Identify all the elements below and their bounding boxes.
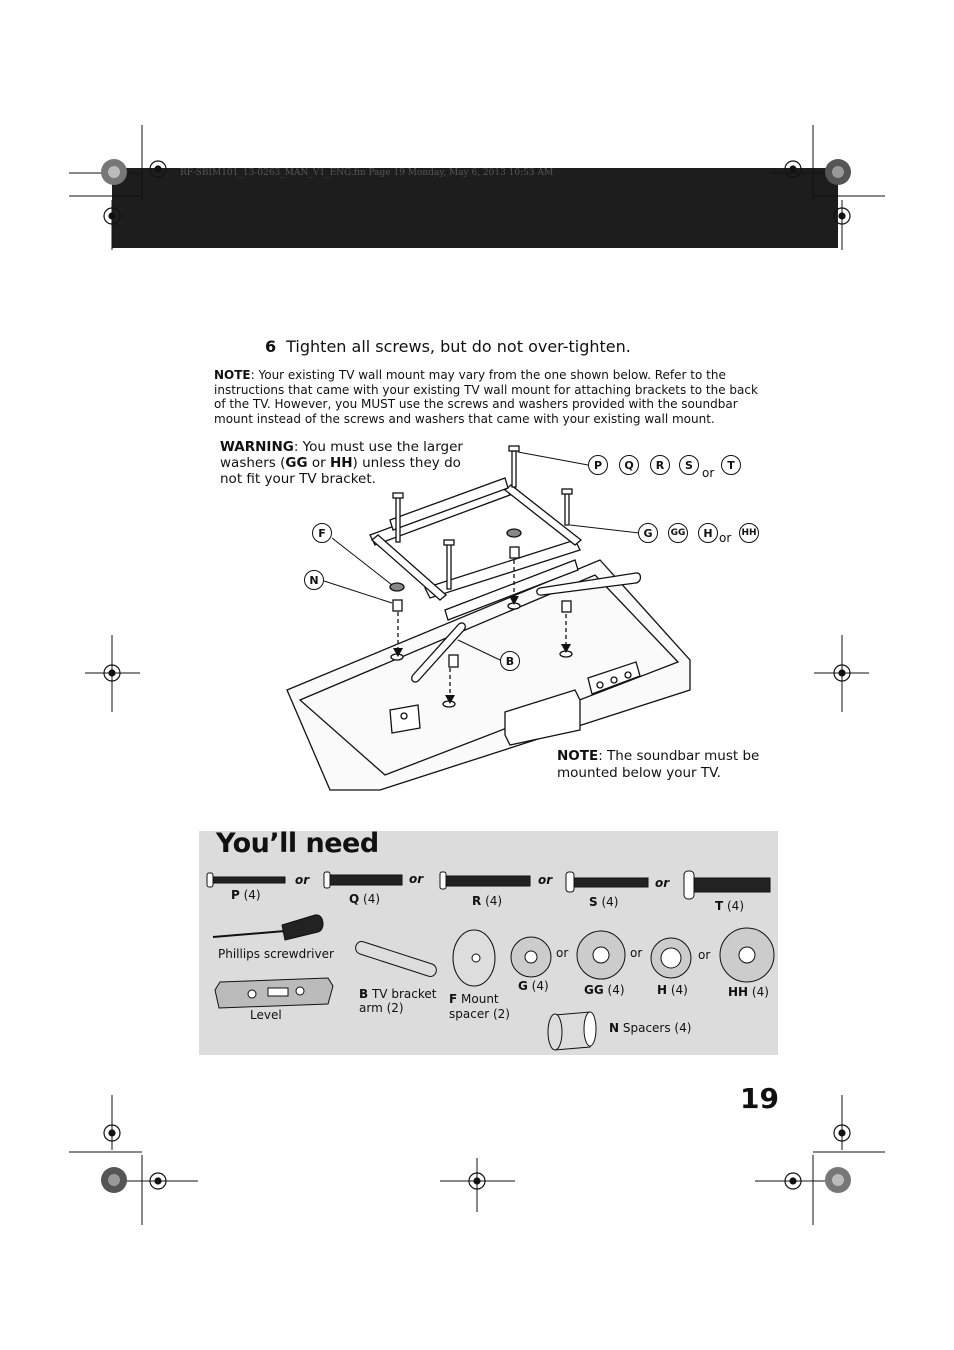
- warning-or: or: [307, 455, 330, 471]
- or-label-2: or: [409, 872, 424, 886]
- bracket-arm-icon: [356, 942, 437, 977]
- washer-gg-icon: [577, 931, 625, 979]
- callout-t: T: [721, 455, 741, 475]
- callout-h: H: [698, 523, 718, 543]
- screw-r-icon: [440, 872, 530, 889]
- callout-b: B: [500, 651, 520, 671]
- or-label-4: or: [655, 876, 670, 890]
- or-washer-1: or: [556, 946, 569, 960]
- or-label-1: or: [295, 873, 310, 887]
- warning-part1: : You must use the larger washers (: [220, 439, 463, 471]
- washer-g-label: G (4): [518, 979, 549, 993]
- warning-part2: ) unless they do not fit your TV bracket.: [220, 455, 461, 487]
- level-label: Level: [250, 1008, 282, 1022]
- screwdriver-icon: [213, 915, 323, 940]
- screwdriver-label: Phillips screwdriver: [218, 947, 334, 961]
- screw-p-icon: [207, 873, 285, 887]
- callout-gg: GG: [668, 523, 688, 543]
- mount-spacer-icon: [453, 930, 495, 986]
- or-washer-2: or: [630, 946, 643, 960]
- screw-r-label: R (4): [472, 894, 503, 908]
- warning-hh: HH: [329, 455, 353, 471]
- warning-gg: GG: [285, 455, 308, 471]
- washer-h-label: H (4): [657, 983, 688, 997]
- callout-q: Q: [619, 455, 639, 475]
- callout-f: F: [312, 523, 332, 543]
- spacer-n-label: N Spacers (4): [609, 1021, 692, 1035]
- callout-or-2: or: [719, 531, 732, 545]
- file-info: RF-SBIM101_13-0263_MAN_V1_ENG.fm Page 19 Monday, May 6, 2013 10:53 AM: [180, 168, 554, 178]
- note-label: NOTE: [214, 368, 251, 382]
- callout-p: P: [588, 455, 608, 475]
- bracket-label: B TV bracket arm (2): [359, 987, 437, 1015]
- callout-or: or: [702, 466, 715, 480]
- or-washer-3: or: [698, 948, 711, 962]
- screw-t-icon: [684, 871, 770, 899]
- callout-r: R: [650, 455, 670, 475]
- screw-s-label: S (4): [589, 895, 619, 909]
- spacer-n-icon: [548, 1012, 596, 1050]
- note-text: : Your existing TV wall mount may vary from the one shown below. Refer to the instructions that came with your existing TV wall mount for attaching brackets to the back of the TV. However, you MUST use the screws and washers provided with the soundbar mount instead of the screws and washers that came with your existing wall mount.: [214, 368, 758, 426]
- callout-n: N: [304, 570, 324, 590]
- washer-hh-icon: [720, 928, 774, 982]
- callout-s: S: [679, 455, 699, 475]
- or-label-3: or: [538, 873, 553, 887]
- step-text: Tighten all screws, but do not over-tighten.: [286, 337, 631, 356]
- washer-g-icon: [511, 937, 551, 977]
- warning-label: WARNING: [220, 439, 294, 455]
- level-icon: [215, 978, 333, 1008]
- screw-q-icon: [324, 872, 402, 888]
- callout-g: G: [638, 523, 658, 543]
- screw-s-icon: [566, 872, 648, 892]
- washer-hh-label: HH (4): [728, 985, 769, 999]
- note2-label: NOTE: [557, 748, 599, 764]
- screw-p-label: P (4): [231, 888, 261, 902]
- youll-need-title: You’ll need: [216, 828, 379, 859]
- screw-t-label: T (4): [715, 899, 744, 913]
- washer-gg-label: GG (4): [584, 983, 625, 997]
- washer-h-icon: [651, 938, 691, 978]
- note2-text: : The soundbar must be mounted below your TV.: [557, 748, 760, 781]
- step-number: 6: [265, 337, 277, 356]
- mount-spacer-label: F Mount spacer (2): [449, 992, 510, 1021]
- page-number: 19: [740, 1082, 779, 1115]
- screw-q-label: Q (4): [349, 892, 381, 906]
- callout-hh: HH: [739, 523, 759, 543]
